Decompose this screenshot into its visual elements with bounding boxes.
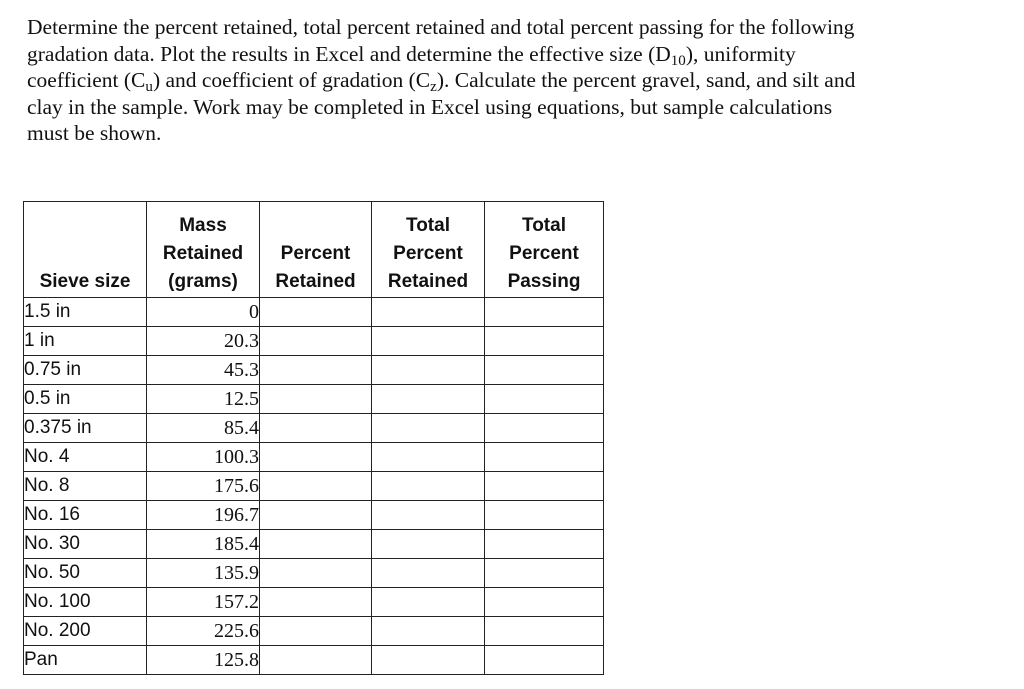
sieve-size-cell: No. 8	[24, 472, 147, 501]
total-percent-retained-cell	[372, 385, 485, 414]
total-percent-passing-cell	[485, 501, 604, 530]
percent-retained-cell	[260, 327, 372, 356]
total-percent-passing-cell	[485, 414, 604, 443]
total-percent-retained-cell	[372, 414, 485, 443]
header-percent-retained: Percent Retained	[260, 202, 372, 298]
mass-retained-cell: 225.6	[147, 617, 260, 646]
percent-retained-cell	[260, 443, 372, 472]
mass-retained-cell: 157.2	[147, 588, 260, 617]
percent-retained-cell	[260, 646, 372, 675]
header-total-percent-passing: Total Percent Passing	[485, 202, 604, 298]
sieve-size-cell: 1.5 in	[24, 298, 147, 327]
total-percent-passing-cell	[485, 327, 604, 356]
total-percent-retained-cell	[372, 501, 485, 530]
mass-retained-cell: 0	[147, 298, 260, 327]
sieve-size-cell: Pan	[24, 646, 147, 675]
sieve-size-cell: 0.375 in	[24, 414, 147, 443]
total-percent-retained-cell	[372, 327, 485, 356]
total-percent-retained-cell	[372, 356, 485, 385]
gradation-table	[23, 201, 604, 675]
table-body	[24, 298, 604, 675]
mass-retained-cell: 125.8	[147, 646, 260, 675]
percent-retained-cell	[260, 588, 372, 617]
mass-retained-cell: 185.4	[147, 530, 260, 559]
sieve-size-cell: No. 4	[24, 443, 147, 472]
table-row	[24, 501, 604, 530]
total-percent-passing-cell	[485, 385, 604, 414]
problem-line-4: clay in the sample. Work may be completed in Excel using equations, but sample calculations	[27, 94, 833, 119]
sieve-size-cell: No. 30	[24, 530, 147, 559]
total-percent-passing-cell	[485, 530, 604, 559]
table-row	[24, 443, 604, 472]
sieve-size-cell: 1 in	[24, 327, 147, 356]
total-percent-passing-cell	[485, 472, 604, 501]
mass-retained-cell: 85.4	[147, 414, 260, 443]
total-percent-passing-cell	[485, 559, 604, 588]
total-percent-retained-cell	[372, 530, 485, 559]
problem-line-2: gradation data. Plot the results in Excel and determine the effective size $(D_{10})$, uniformity	[27, 41, 796, 69]
percent-retained-cell	[260, 617, 372, 646]
mass-retained-cell: 135.9	[147, 559, 260, 588]
total-percent-retained-cell	[372, 443, 485, 472]
percent-retained-cell	[260, 559, 372, 588]
table-row	[24, 617, 604, 646]
total-percent-retained-cell	[372, 646, 485, 675]
total-percent-retained-cell	[372, 298, 485, 327]
header-sieve-size: Sieve size	[24, 202, 147, 298]
sieve-size-cell: No. 100	[24, 588, 147, 617]
mass-retained-cell: 45.3	[147, 356, 260, 385]
percent-retained-cell	[260, 472, 372, 501]
problem-line-5: must be shown.	[27, 121, 162, 145]
problem-line-3: coefficient $(C_u)$ and coefficient of gradation $(C_z)$. Calculate the percent gravel, sand, and silt and	[27, 68, 856, 95]
problem-line-1: Determine the percent retained, total percent retained and total percent passing for the following	[27, 15, 855, 39]
percent-retained-cell	[260, 501, 372, 530]
table-row	[24, 414, 604, 443]
table-header-row	[24, 202, 604, 298]
percent-retained-cell	[260, 414, 372, 443]
percent-retained-cell	[260, 356, 372, 385]
total-percent-retained-cell	[372, 559, 485, 588]
mass-retained-cell: 20.3	[147, 327, 260, 356]
problem-statement	[27, 14, 987, 147]
table-row	[24, 472, 604, 501]
table-row	[24, 298, 604, 327]
mass-retained-cell: 196.7	[147, 501, 260, 530]
table-row	[24, 559, 604, 588]
total-percent-passing-cell	[485, 588, 604, 617]
table-row	[24, 646, 604, 675]
total-percent-passing-cell	[485, 298, 604, 327]
sieve-size-cell: 0.75 in	[24, 356, 147, 385]
total-percent-passing-cell	[485, 443, 604, 472]
percent-retained-cell	[260, 530, 372, 559]
total-percent-passing-cell	[485, 646, 604, 675]
table-row	[24, 530, 604, 559]
table-row	[24, 356, 604, 385]
sieve-size-cell: No. 16	[24, 501, 147, 530]
percent-retained-cell	[260, 298, 372, 327]
sieve-size-cell: No. 200	[24, 617, 147, 646]
total-percent-retained-cell	[372, 472, 485, 501]
table-row	[24, 327, 604, 356]
sieve-size-cell: 0.5 in	[24, 385, 147, 414]
mass-retained-cell: 175.6	[147, 472, 260, 501]
total-percent-retained-cell	[372, 617, 485, 646]
total-percent-passing-cell	[485, 356, 604, 385]
mass-retained-cell: 100.3	[147, 443, 260, 472]
header-total-percent-retained: Total Percent Retained	[372, 202, 485, 298]
percent-retained-cell	[260, 385, 372, 414]
header-mass-retained: Mass Retained (grams)	[147, 202, 260, 298]
total-percent-retained-cell	[372, 588, 485, 617]
total-percent-passing-cell	[485, 617, 604, 646]
table-row	[24, 385, 604, 414]
table-row	[24, 588, 604, 617]
mass-retained-cell: 12.5	[147, 385, 260, 414]
sieve-size-cell: No. 50	[24, 559, 147, 588]
